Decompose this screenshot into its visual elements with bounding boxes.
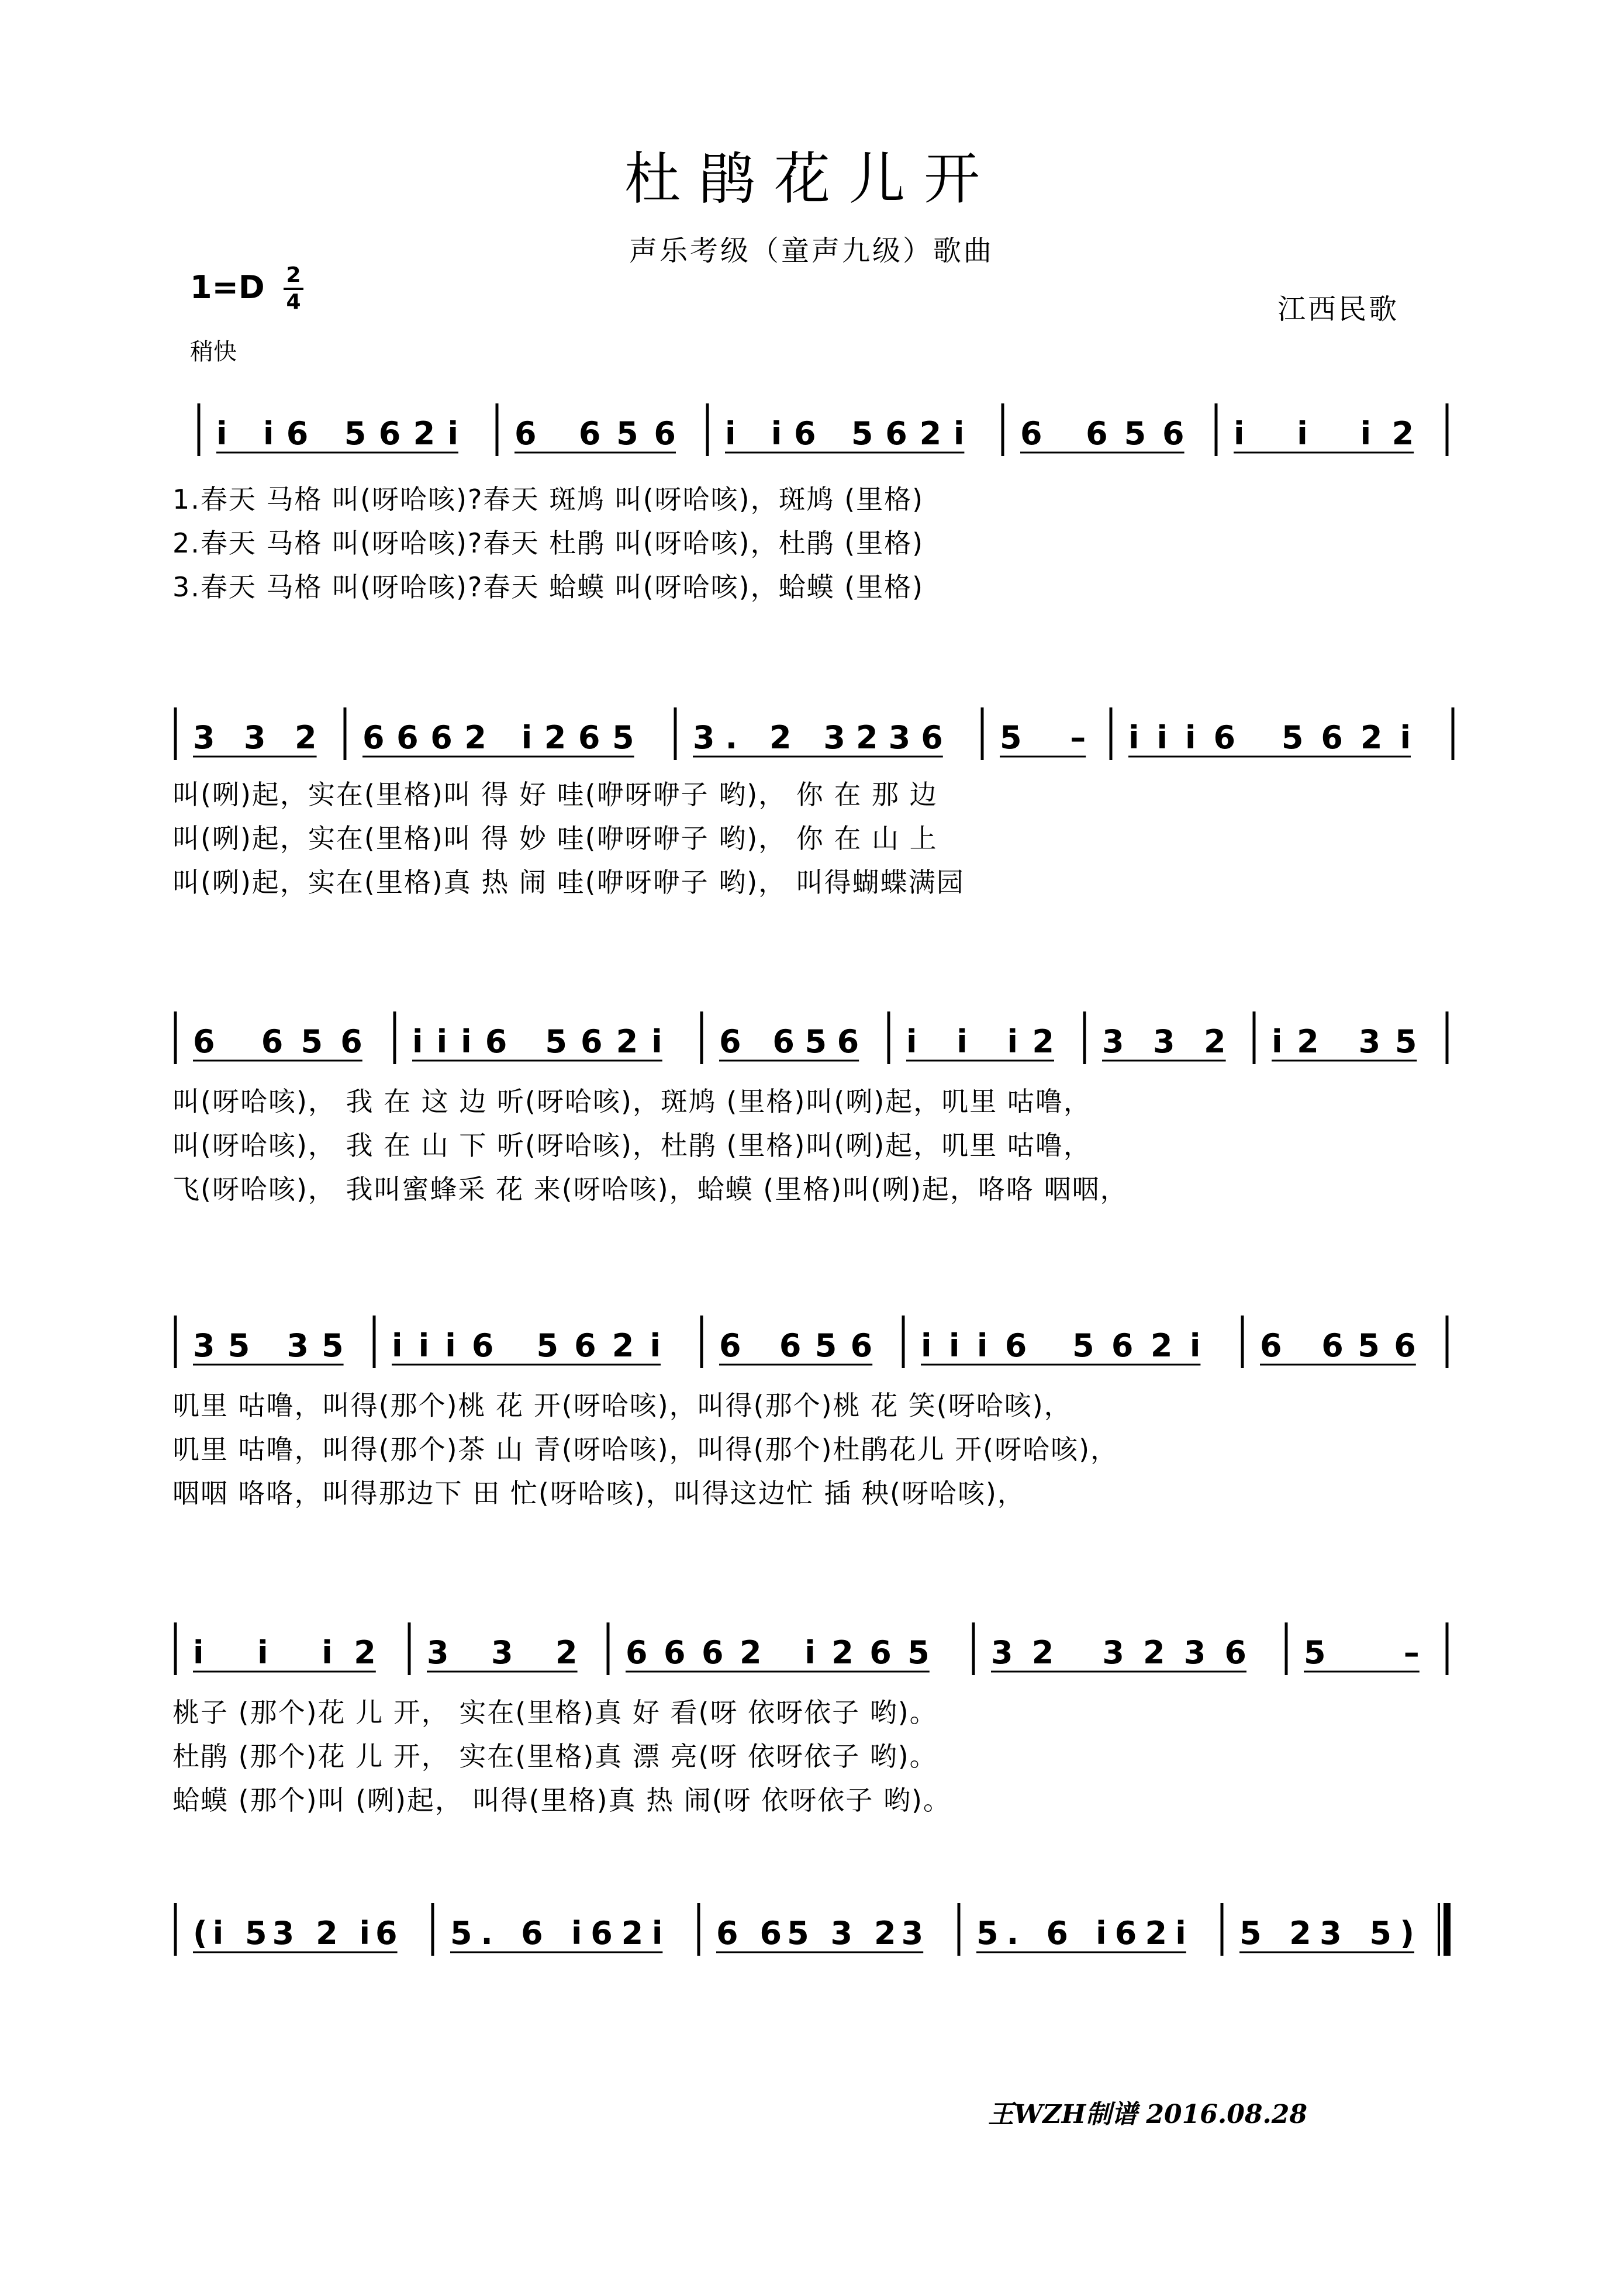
measure-notes: 5 23 5) — [1239, 1915, 1414, 1952]
song-title: 杜鹃花儿开 — [624, 146, 999, 212]
measure-notes: i2 35 — [1272, 1023, 1417, 1060]
lyric-line: 叫(咧)起，实在(里格)叫 得 妙 哇(咿呀咿子 哟)， 你 在 山 上 — [172, 823, 938, 854]
tempo-marking: 稍快 — [190, 339, 237, 365]
measure-notes: 35 35 — [193, 1327, 344, 1364]
lyric-line: 3.春天 马格 叫(呀哈咳)?春天 蛤蟆 叫(呀哈咳)，蛤蟆 (里格) — [172, 571, 924, 603]
lyric-line: 叽里 咕噜，叫得(那个)桃 花 开(呀哈咳)，叫得(那个)桃 花 笑(呀哈咳)， — [172, 1390, 1072, 1421]
transcriber-credit: 王WZH制谱 2016.08.28 — [988, 2100, 1307, 2129]
measure-notes: 5 – — [1000, 719, 1086, 756]
measure-notes: i i i2 — [193, 1634, 376, 1671]
measure-notes: iii6 562i — [921, 1327, 1201, 1364]
measure-notes: (i 53 2 i6 — [193, 1915, 398, 1952]
lyric-line: 叫(呀哈咳)， 我 在 山 下 听(呀哈咳)，杜鹃 (里格)叫(咧)起，叽里 咕噜， — [172, 1130, 1092, 1161]
meter-bottom: 4 — [286, 290, 301, 314]
lyric-line: 叫(呀哈咳)， 我 在 这 边 听(呀哈咳)，斑鸠 (里格)叫(咧)起，叽里 咕噜， — [172, 1086, 1092, 1117]
measure-notes: 6 656 — [1260, 1327, 1416, 1364]
measure-notes: 5 – — [1304, 1634, 1420, 1671]
measure-notes: 6 656 — [193, 1023, 362, 1060]
measure-notes: 6 656 — [514, 415, 676, 452]
measure-notes: 5. 6 i62i — [450, 1915, 663, 1952]
measure-notes: 5. 6 i62i — [976, 1915, 1186, 1952]
measure-notes: 6 656 — [1020, 415, 1185, 452]
lyric-line: 2.春天 马格 叫(呀哈咳)?春天 杜鹃 叫(呀哈咳)，杜鹃 (里格) — [172, 527, 924, 559]
measure-notes: 6 65 3 23 — [716, 1915, 924, 1952]
lyric-line: 1.春天 马格 叫(呀哈咳)?春天 斑鸠 叫(呀哈咳)，斑鸠 (里格) — [172, 484, 924, 515]
measure-notes: i i6 562i — [725, 415, 965, 452]
measure-notes: 6 656 — [719, 1023, 859, 1060]
measure-notes: 6 656 — [719, 1327, 873, 1364]
measure-notes: 3 3 2 — [193, 719, 317, 756]
song-origin: 江西民歌 — [1277, 293, 1400, 326]
measure-notes: i i6 562i — [216, 415, 458, 452]
key-signature: 1=D — [190, 269, 265, 306]
lyric-line: 叫(咧)起，实在(里格)叫 得 好 哇(咿呀咿子 哟)， 你 在 那 边 — [172, 779, 938, 810]
lyric-line: 叽里 咕噜，叫得(那个)茶 山 青(呀哈咳)，叫得(那个)杜鹃花儿 开(呀哈咳)， — [172, 1434, 1119, 1465]
song-subtitle: 声乐考级（童声九级）歌曲 — [629, 234, 994, 267]
lyric-line: 叫(咧)起，实在(里格)真 热 闹 哇(咿呀咿子 哟)， 叫得蝴蝶满园 — [172, 866, 965, 898]
measure-notes: iii6 562i — [392, 1327, 661, 1364]
lyric-line: 咽咽 咯咯，叫得那边下 田 忙(呀哈咳)，叫得这边忙 插 秧(呀哈咳)， — [172, 1477, 1025, 1509]
measure-notes: iii6 562i — [1128, 719, 1411, 756]
lyric-line: 飞(呀哈咳)， 我叫蜜蜂采 花 来(呀哈咳)，蛤蟆 (里格)叫(咧)起，咯咯 咽咽， — [172, 1173, 1128, 1205]
measure-notes: 6662 i265 — [362, 719, 634, 756]
lyric-line: 桃子 (那个)花 儿 开， 实在(里格)真 好 看(呀 依呀依子 哟)。 — [172, 1697, 938, 1728]
measure-notes: 32 3236 — [991, 1634, 1246, 1671]
meter-top: 2 — [286, 263, 301, 287]
measure-notes: 6662 i265 — [626, 1634, 930, 1671]
measure-notes: i i i2 — [1234, 415, 1414, 452]
lyric-line: 蛤蟆 (那个)叫 (咧)起， 叫得(里格)真 热 闹(呀 依呀依子 哟)。 — [172, 1784, 951, 1816]
measure-notes: i i i2 — [906, 1023, 1054, 1060]
measure-notes: 3. 2 3236 — [693, 719, 943, 756]
measure-notes: 3 3 2 — [1102, 1023, 1226, 1060]
lyric-line: 杜鹃 (那个)花 儿 开， 实在(里格)真 漂 亮(呀 依呀依子 哟)。 — [172, 1741, 938, 1772]
measure-notes: iii6 562i — [412, 1023, 662, 1060]
measure-notes: 3 3 2 — [427, 1634, 578, 1671]
